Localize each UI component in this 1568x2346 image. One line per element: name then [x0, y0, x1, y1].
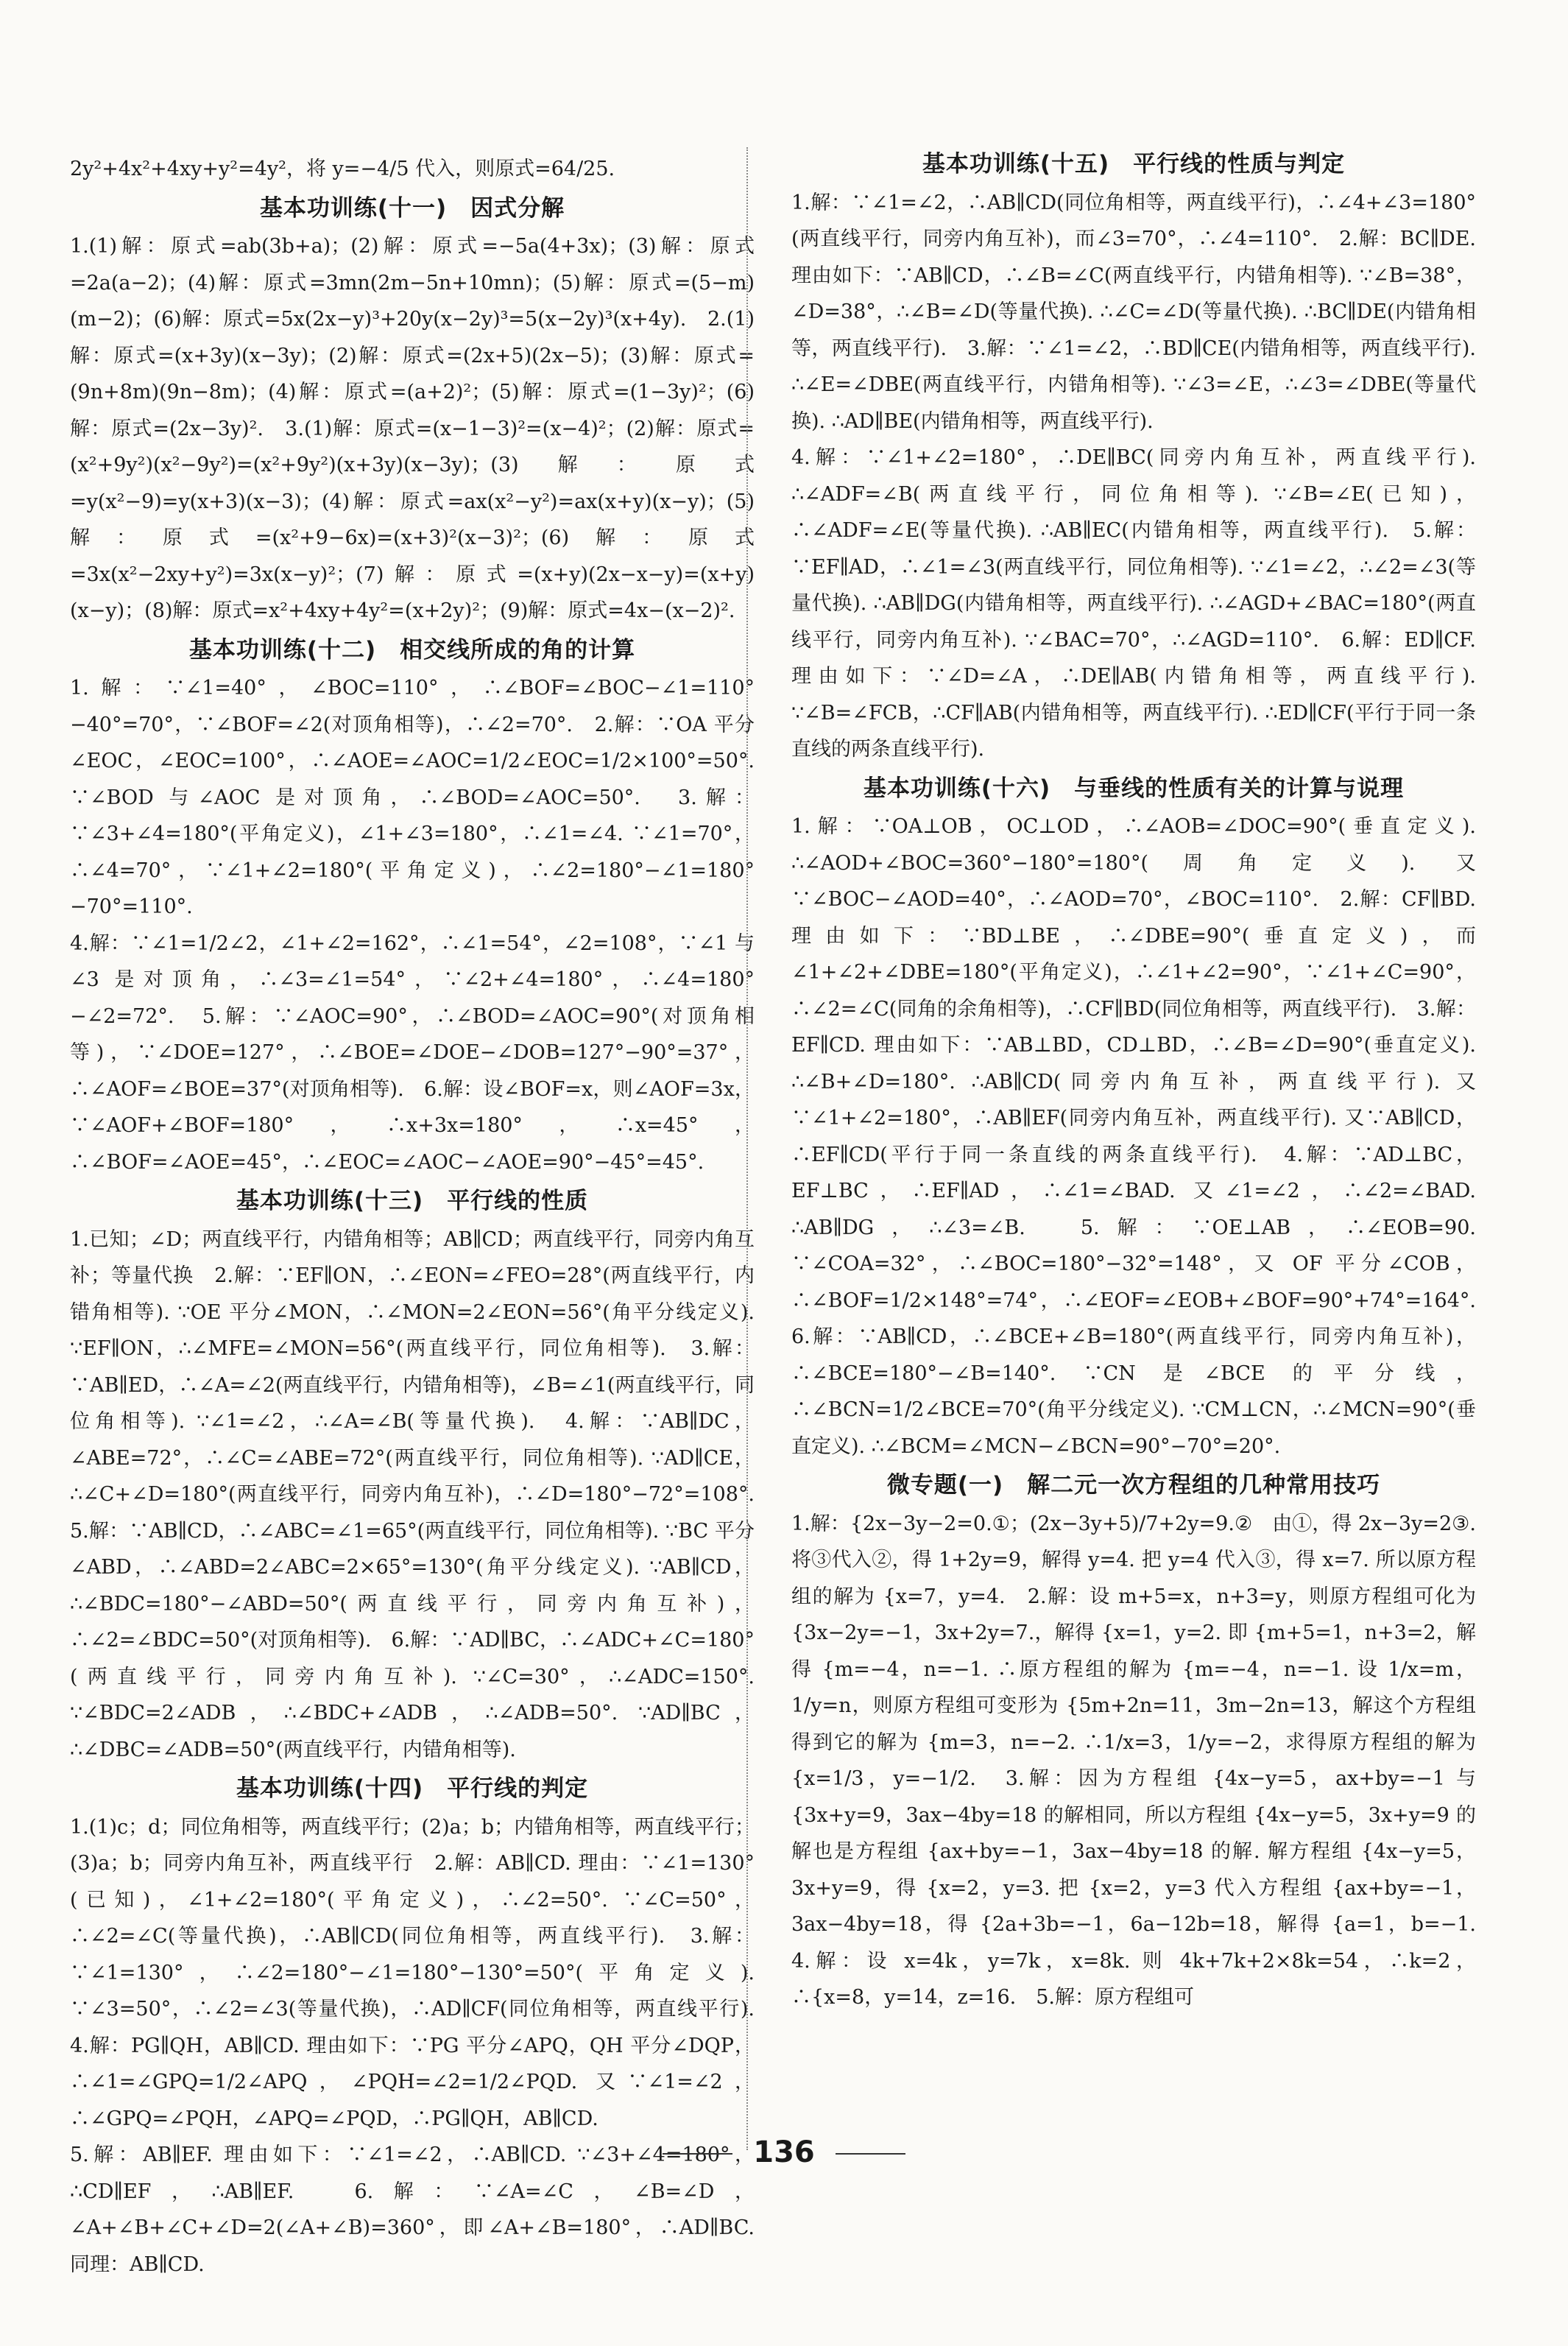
paragraph: 1.解：∵∠1=∠2，∴AB∥CD(同位角相等，两直线平行)，∴∠4+∠3=180°(两直线平行，同旁内角互补)，而∠3=70°，∴∠4=110°. 2.解：BC∥DE. 理由如下：∵AB∥CD，∴∠B=∠C(两直线平行，内错角相等). ∵∠B=38°，∠D=38°，∴∠B=∠D(等量代换). ∴∠C=∠D(等量代换). ∴BC∥DE(内错角相等，两直线平行). 3.解：∵∠1=∠2，∴BD∥CE(内错角相等，两直线平行). ∴∠E=∠DBE(两直线平行，内错角相等). ∵∠3=∠E，∴∠3=∠DBE(等量代换). ∴AD∥BE(内错角相等，两直线平行). [791, 191, 1476, 433]
paragraph: 1.(1)解：原式=ab(3b+a)；(2)解：原式=−5a(4+3x)；(3)解：原式=2a(a−2)；(4)解：原式=3mn(2m−5n+10mn)；(5)解：原式=(5−m)(m−2)；(6)解：原式=5x(2x−y)³+20y(x−2y)³=5(x−2y)³(x+4y). 2.(1)解：原式=(x+3y)(x−3y)；(2)解：原式=(2x+5)(2x−5)；(3)解：原式=(9n+8m)(9n−8m)；(4)解：原式=(a+2)²；(5)解：原式=(1−3y)²；(6)解：原式=(2x−3y)². 3.(1)解：原式=(x−1−3)²=(x−4)²；(2)解：原式=(x²+9y²)(x²−9y²)=(x²+9y²)(x+3y)(x−3y)；(3)解：原式=y(x²−9)=y(x+3)(x−3)；(4)解：原式=ax(x²−y²)=ax(x+y)(x−y)；(5)解：原式=(x²+9−6x)=(x+3)²(x−3)²；(6)解：原式=3x(x²−2xy+y²)=3x(x−y)²；(7)解：原式=(x+y)(2x−x−y)=(x+y)(x−y)；(8)解：原式=x²+4xy+4y²=(x+2y)²；(9)解：原式=4x−(x−2)². [70, 235, 755, 622]
section-title: 基本功训练(十一) 因式分解 [259, 194, 565, 222]
paragraph: 1.解：{2x−3y−2=0.①；(2x−3y+5)/7+2y=9.② 由①，得 2x−3y=2③. 将③代入②，得 1+2y=9，解得 y=4. 把 y=4 代入③，得 x=7. 所以原方程组的解为 {x=7，y=4. 2.解：设 m+5=x，n+3=y，则原方程组可化为 {3x−2y=−1，3x+2y=7.，解得 {x=1，y=2. 即 {m+5=1，n+3=2，解得 {m=−4，n=−1. ∴原方程组的解为 {m=−4，n=−1. 设 1/x=m，1/y=n，则原方程组可变形为 {5m+2n=11，3m−2n=13，解这个方程组得到它的解为 {m=3，n=−2. ∴1/x=3，1/y=−2，求得原方程组的解为 {x=1/3，y=−1/2. 3.解：因为方程组 {4x−y=5，ax+by=−1 与 {3x+y=9，3ax−4by=18 的解相同，所以方程组 {4x−y=5，3x+y=9 的解也是方程组 {ax+by=−1，3ax−4by=18 的解. 解方程组 {4x−y=5，3x+y=9，得 {x=2，y=3. 把 {x=2，y=3 代入方程组 {ax+by=−1，3ax−4by=18，得 {2a+3b=−1，6a−12b=18，解得 {a=1，b=−1. 4.解：设 x=4k，y=7k，x=8k. 则 4k+7k+2×8k=54，∴k=2，∴{x=8，y=14，z=16. 5.解：原方程组可 [791, 1512, 1496, 2009]
section-title: 基本功训练(十二) 相交线所成的角的计算 [188, 636, 636, 663]
paragraph: 5.解：AB∥EF. 理由如下：∵∠1=∠2，∴AB∥CD. ∵∠3+∠4=180°，∴CD∥EF，∴AB∥EF. 6.解：∵∠A=∠C，∠B=∠D，∠A+∠B+∠C+∠D=2(∠A+∠B)=360°，即∠A+∠B=180°，∴AD∥BC. 同理：AB∥CD. [70, 2144, 755, 2276]
left-column [70, 151, 774, 2283]
section-title: 基本功训练(十五) 平行线的性质与判定 [922, 151, 1346, 177]
paragraph: 4.解：∵∠1+∠2=180°，∴DE∥BC(同旁内角互补，两直线平行). ∴∠ADF=∠B(两直线平行，同位角相等). ∵∠B=∠E(已知)，∴∠ADF=∠E(等量代换). ∴AB∥EC(内错角相等，两直线平行). 5.解：∵EF∥AD，∴∠1=∠3(两直线平行，同位角相等). ∵∠1=∠2，∴∠2=∠3(等量代换). ∴AB∥DG(内错角相等，两直线平行). ∴∠AGD+∠BAC=180°(两直线平行，同旁内角互补). ∵∠BAC=70°，∴∠AGD=110°. 6.解：ED∥CF. 理由如下：∵∠D=∠A，∴DE∥AB(内错角相等，两直线平行). ∵∠B=∠FCB，∴CF∥AB(内错角相等，两直线平行). ∴ED∥CF(平行于同一条直线的两条直线平行). [791, 446, 1476, 761]
section-title: 基本功训练(十六) 与垂线的性质有关的计算与说理 [863, 775, 1405, 802]
paragraph: 4.解：∵∠1=1/2∠2，∠1+∠2=162°，∴∠1=54°，∠2=108°，∵∠1 与∠3 是对顶角，∴∠3=∠1=54°，∵∠2+∠4=180°，∴∠4=180°−∠2=72°. 5.解：∵∠AOC=90°，∴∠BOD=∠AOC=90°(对顶角相等)，∵∠DOE=127°，∴∠BOE=∠DOE−∠DOB=127°−90°=37°，∴∠AOF=∠BOE=37°(对顶角相等). 6.解：设∠BOF=x，则∠AOF=3x，∵∠AOF+∠BOF=180°，∴x+3x=180°，∴x=45°，∴∠BOF=∠AOE=45°，∴∠EOC=∠AOC−∠AOE=90°−45°=45°. [70, 931, 755, 1174]
paragraph: 1.解：∵∠1=40°，∠BOC=110°，∴∠BOF=∠BOC−∠1=110°−40°=70°，∵∠BOF=∠2(对顶角相等)，∴∠2=70°. 2.解：∵OA 平分∠EOC，∠EOC=100°，∴∠AOE=∠AOC=1/2∠EOC=1/2×100°=50°. ∵∠BOD 与∠AOC 是对顶角，∴∠BOD=∠AOC=50°. 3.解：∵∠3+∠4=180°(平角定义)，∠1+∠3=180°，∴∠1=∠4. ∵∠1=70°，∴∠4=70°，∵∠1+∠2=180°(平角定义)，∴∠2=180°−∠1=180°−70°=110°. [70, 677, 755, 918]
paragraph: 1.解：∵OA⊥OB，OC⊥OD，∴∠AOB=∠DOC=90°(垂直定义). ∴∠AOD+∠BOC=360°−180°=180°(周角定义). 又∵∠BOC−∠AOD=40°，∴∠AOD=70°，∠BOC=110°. 2.解：CF∥BD. 理由如下：∵BD⊥BE，∴∠DBE=90°(垂直定义)，而∠1+∠2+∠DBE=180°(平角定义)，∴∠1+∠2=90°，∵∠1+∠C=90°，∴∠2=∠C(同角的余角相等)，∴CF∥BD(同位角相等，两直线平行). 3.解：EF∥CD. 理由如下：∵AB⊥BD，CD⊥BD，∴∠B=∠D=90°(垂直定义). ∴∠B+∠D=180°. ∴AB∥CD(同旁内角互补，两直线平行). 又∵∠1+∠2=180°，∴AB∥EF(同旁内角互补，两直线平行). 又∵AB∥CD，∴EF∥CD(平行于同一条直线的两条直线平行). 4.解：∵AD⊥BC，EF⊥BC，∴EF∥AD，∴∠1=∠BAD. 又∠1=∠2，∴∠2=∠BAD. ∴AB∥DG，∴∠3=∠B. 5.解：∵OE⊥AB，∴∠EOB=90. ∵∠COA=32°，∴∠BOC=180°−32°=148°，又 OF 平分∠COB，∴∠BOF=1/2×148°=74°，∴∠EOF=∠EOB+∠BOF=90°+74°=164°. 6.解：∵AB∥CD，∴∠BCE+∠B=180°(两直线平行，同旁内角互补)，∴∠BCE=180°−∠B=140°. ∵CN 是∠BCE 的平分线，∴∠BCN=1/2∠BCE=70°(角平分线定义). ∵CM⊥CN，∴∠MCN=90°(垂直定义). ∴∠BCM=∠MCN−∠BCN=90°−70°=20°. [791, 815, 1496, 1458]
footer-dash-right [836, 2153, 905, 2155]
page-number: 136 [753, 2135, 815, 2169]
right-column [791, 144, 1496, 2016]
section-title: 基本功训练(十三) 平行线的性质 [236, 1188, 589, 1214]
paragraph: 1.已知；∠D；两直线平行，内错角相等；AB∥CD；两直线平行，同旁内角互补；等量代换 2.解：∵EF∥ON，∴∠EON=∠FEO=28°(两直线平行，内错角相等). ∵OE 平分∠MON，∴∠MON=2∠EON=56°(角平分线定义). ∵EF∥ON，∴∠MFE=∠MON=56°(两直线平行，同位角相等). 3.解：∵AB∥ED，∴∠A=∠2(两直线平行，内错角相等)，∠B=∠1(两直线平行，同位角相等). ∵∠1=∠2，∴∠A=∠B(等量代换). 4.解：∵AB∥DC，∠ABE=72°，∴∠C=∠ABE=72°(两直线平行，同位角相等). ∵AD∥CE，∴∠C+∠D=180°(两直线平行，同旁内角互补)，∴∠D=180°−72°=108°. 5.解：∵AB∥CD，∴∠ABC=∠1=65°(两直线平行，同位角相等). ∵BC 平分∠ABD，∴∠ABD=2∠ABC=2×65°=130°(角平分线定义). ∵AB∥CD，∴∠BDC=180°−∠ABD=50°(两直线平行，同旁内角互补)，∴∠2=∠BDC=50°(对顶角相等). 6.解：∵AD∥BC，∴∠ADC+∠C=180°(两直线平行，同旁内角互补). ∵∠C=30°，∴∠ADC=150°. ∵∠BDC=2∠ADB，∴∠BDC+∠ADB，∴∠ADB=50°. ∵AD∥BC，∴∠DBC=∠ADB=50°(两直线平行，内错角相等). [70, 1227, 774, 1761]
paragraph: 2y²+4x²+4xy+y²=4y²，将 y=−4/5 代入，则原式=64/25. [70, 158, 615, 180]
column-divider [746, 147, 748, 2150]
footer-dash-left [663, 2153, 732, 2155]
paragraph: 1.(1)c；d；同位角相等，两直线平行；(2)a；b；内错角相等，两直线平行；(3)a；b；同旁内角互补，两直线平行 2.解：AB∥CD. 理由：∵∠1=130°(已知)，∠1+∠2=180°(平角定义)，∴∠2=50°. ∵∠C=50°，∴∠2=∠C(等量代换)，∴AB∥CD(同位角相等，两直线平行). 3.解：∵∠1=130°，∴∠2=180°−∠1=180°−130°=50°(平角定义). ∵∠3=50°，∴∠2=∠3(等量代换)，∴AD∥CF(同位角相等，两直线平行). 4.解：PG∥QH，AB∥CD. 理由如下：∵PG 平分∠APQ，QH 平分∠DQP，∴∠1=∠GPQ=1/2∠APQ，∠PQH=∠2=1/2∠PQD. 又∵∠1=∠2，∴∠GPQ=∠PQH，∠APQ=∠PQD，∴PG∥QH，AB∥CD. [70, 1815, 774, 2130]
section-title: 微专题(一) 解二元一次方程组的几种常用技巧 [886, 1472, 1381, 1498]
section-title: 基本功训练(十四) 平行线的判定 [236, 1775, 589, 1802]
page-footer [0, 2135, 1568, 2169]
